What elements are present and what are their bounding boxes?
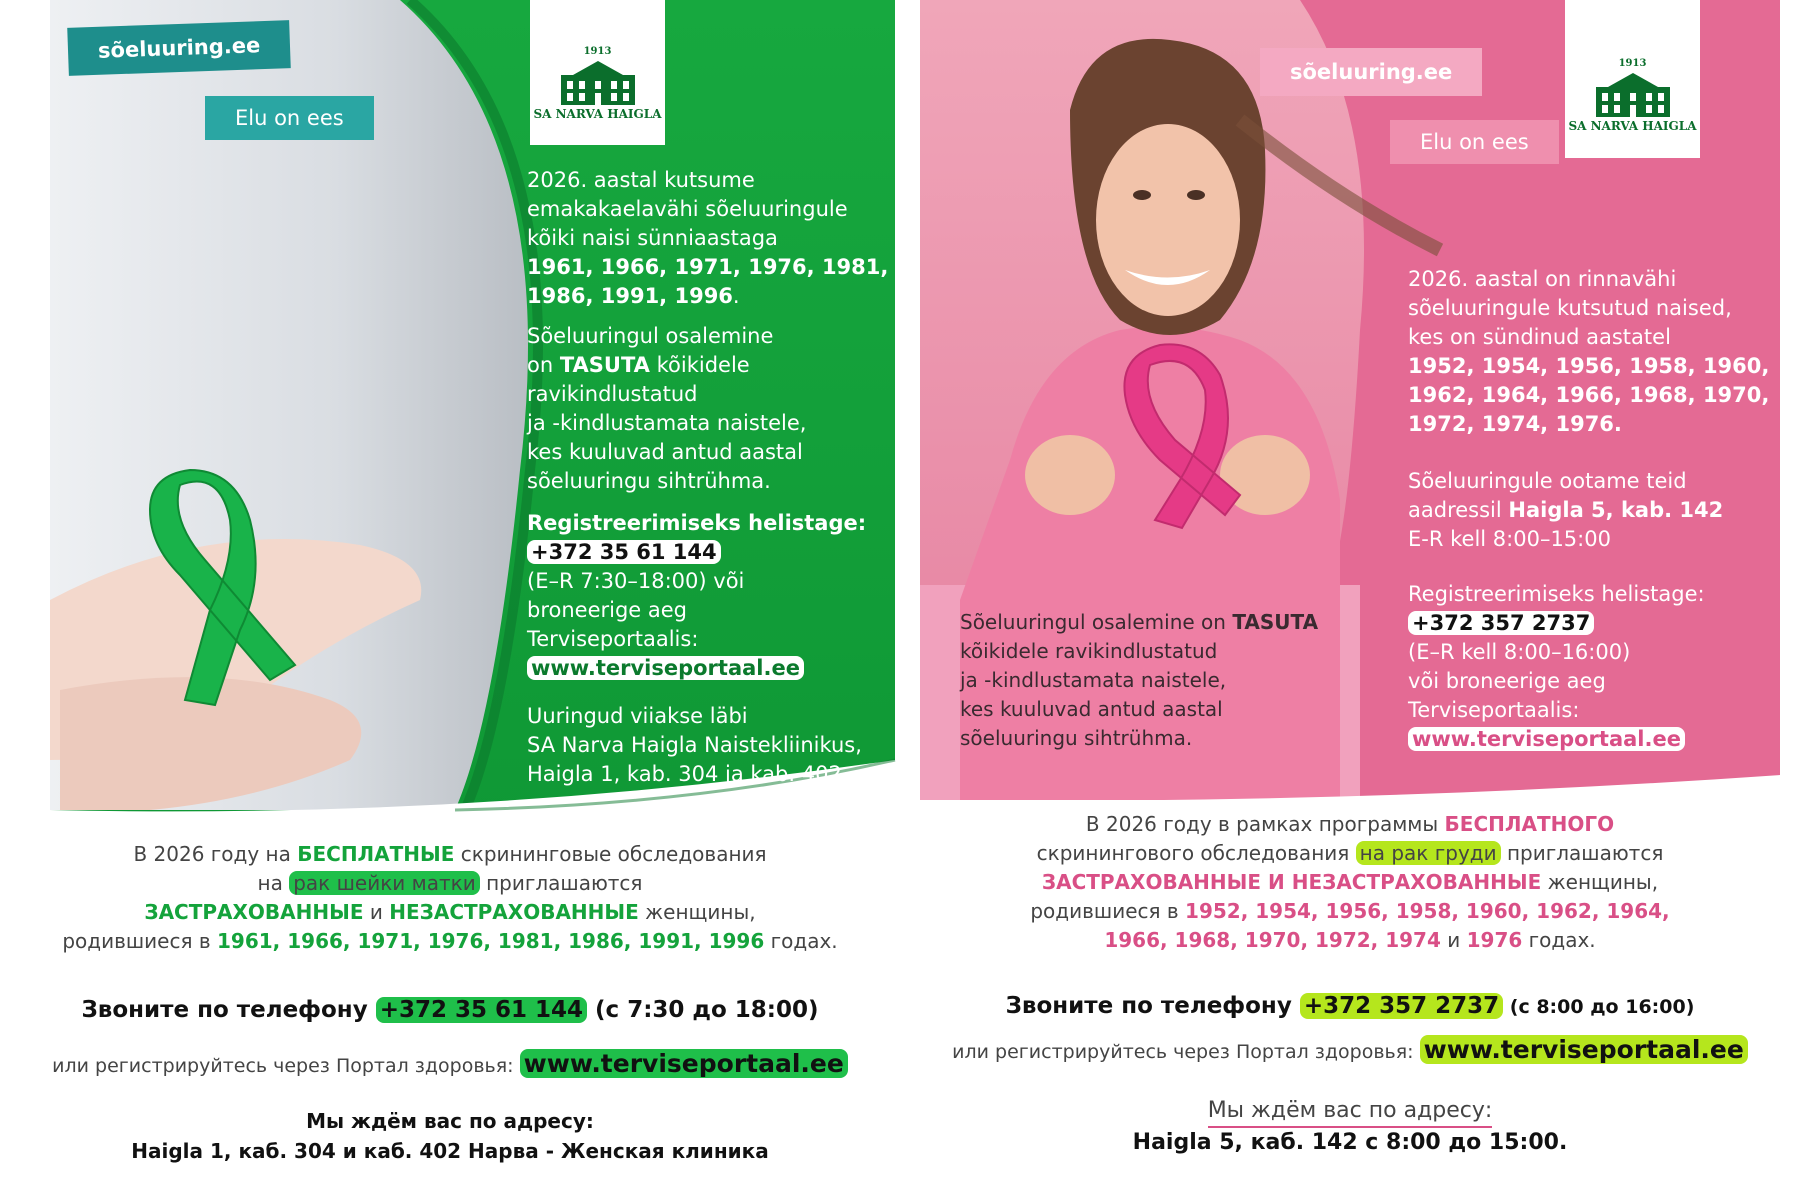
portal-text: или регистрируйтесь через Портал здоровья: (52, 1055, 520, 1077)
free-line: sõeluuringu sihtrühma. (527, 469, 771, 493)
portal-text: или регистрируйтесь через Портал здоровья: (952, 1041, 1420, 1063)
free-line: sõeluuringu sihtrühma. (960, 726, 1193, 750)
free-line: Sõeluuringul osalemine (527, 324, 774, 348)
place-line: Uuringud viiakse läbi (527, 704, 748, 728)
ru-line: годах. (1522, 928, 1596, 952)
registration-line: Terviseportaalis: (1408, 698, 1580, 722)
invite-years: 1952, 1954, 1956, 1958, 1960, (1408, 354, 1770, 378)
ru-highlight: рак шейки матки (289, 871, 480, 895)
free-block (527, 322, 806, 496)
free-block (960, 608, 1318, 753)
call-phone[interactable]: +372 35 61 144 (376, 997, 587, 1023)
free-line: ja -kindlustamata naistele, (960, 668, 1227, 692)
place-line: aadressil (1408, 498, 1509, 522)
registration-line: Terviseportaalis: (527, 627, 699, 651)
ru-line: скрининговые обследования (454, 842, 767, 866)
registration-line: või broneerige aeg (1408, 669, 1606, 693)
ru-line: приглашаются (479, 871, 643, 895)
address-line: Haigla 5, каб. 142 с 8:00 до 15:00. (1132, 1130, 1568, 1155)
logo-name: SA NARVA HAIGLA (1568, 119, 1697, 133)
ru-years: 1961, 1966, 1971, 1976, 1981, 1986, 1991, 1996 (217, 929, 765, 953)
portal-line (0, 1049, 900, 1078)
ru-emph: ЗАСТРАХОВАННЫЕ (144, 900, 364, 924)
portal-line (920, 1035, 1780, 1064)
ru-line: В 2026 году в рамках программы (1085, 812, 1445, 836)
ru-line: женщины, (1541, 870, 1659, 894)
invite-line: sõeluuringule kutsutud naised, (1408, 296, 1732, 320)
flyer-breast-screening (920, 0, 1800, 1181)
ru-emph: БЕСПЛАТНЫЕ (297, 842, 455, 866)
invite-block (527, 166, 888, 311)
ru-line: родившиеся в (1030, 899, 1186, 923)
site-badge[interactable]: sõeluuring.ee (1260, 48, 1482, 96)
face-shape (1096, 124, 1240, 316)
logo-year: 1913 (1618, 58, 1647, 69)
ru-years: 1952, 1954, 1956, 1958, 1960, 1962, 1964, (1185, 899, 1670, 923)
invite-line: kes on sündinud aastatel (1408, 325, 1671, 349)
narva-hospital-building-icon (553, 57, 643, 107)
ru-line: приглашаются (1500, 841, 1664, 865)
call-text: Звоните по телефону (1005, 993, 1300, 1019)
ru-years: 1966, 1968, 1970, 1972, 1974 (1104, 928, 1441, 952)
free-line: kes kuuluvad antud aastal (527, 440, 803, 464)
invite-line: 2026. aastal on rinnavähi (1408, 267, 1677, 291)
invite-line: emakakaelavähi sõeluuringule (527, 197, 848, 221)
free-line: ravikindlustatud (527, 382, 698, 406)
registration-line: (E–R 7:30–18:00) või (527, 569, 745, 593)
slogan-ribbon: Elu on ees (1390, 120, 1559, 164)
registration-title: Registreerimiseks helistage: (527, 511, 867, 535)
free-line: kõikidele (649, 353, 750, 377)
registration-web-link[interactable]: www.terviseportaal.ee (527, 656, 804, 680)
place-line: SA Narva Haigla Naistekliinikus, (527, 733, 862, 757)
russian-info-block (0, 840, 900, 956)
free-line: on (527, 353, 560, 377)
call-text: Звоните по телефону (81, 997, 376, 1023)
ru-line: В 2026 году на (133, 842, 298, 866)
free-line: kõikidele ravikindlustatud (960, 639, 1218, 663)
hospital-logo (1565, 0, 1700, 158)
call-hours: (с 8:00 до 16:00) (1503, 996, 1695, 1018)
call-hours: (с 7:30 до 18:00) (587, 997, 819, 1023)
place-line: Haigla 1, kab. 304 ja kab. 402 (527, 762, 842, 786)
ru-line: годах. (764, 929, 838, 953)
call-line (0, 997, 900, 1023)
invite-line: kõiki naisi sünniaastaga (527, 226, 778, 250)
registration-title: Registreerimiseks helistage: (1408, 582, 1705, 606)
ru-emph: БЕСПЛАТНОГО (1444, 812, 1615, 836)
ru-line: родившиеся в (62, 929, 218, 953)
address-line: Haigla 1, каб. 304 и каб. 402 Нарва - Женская клиника (131, 1139, 769, 1163)
slogan-ribbon: Elu on ees (205, 96, 374, 140)
address-block (920, 1095, 1780, 1158)
address-block (0, 1106, 900, 1166)
address-title: Мы ждём вас по адресу: (306, 1109, 594, 1133)
free-line: Sõeluuringul osalemine on (960, 610, 1233, 634)
ru-years: 1976 (1466, 928, 1523, 952)
hospital-logo (530, 0, 665, 145)
free-word: TASUTA (1232, 610, 1319, 634)
logo-name: SA NARVA HAIGLA (533, 107, 662, 121)
ru-line: и (363, 900, 390, 924)
place-line: Sõeluuringule ootame teid (1408, 469, 1687, 493)
narva-hospital-building-icon (1588, 69, 1678, 119)
free-word: TASUTA (559, 353, 650, 377)
place-block (1408, 467, 1723, 554)
ru-emph: НЕЗАСТРАХОВАННЫЕ (389, 900, 639, 924)
registration-block (527, 509, 866, 683)
invite-years: 1961, 1966, 1971, 1976, 1981, (527, 255, 889, 279)
ru-line: скринингового обследования (1036, 841, 1356, 865)
ru-line: и (1440, 928, 1467, 952)
portal-link[interactable]: www.terviseportaal.ee (1420, 1035, 1748, 1064)
invite-line-end: . (732, 284, 740, 308)
registration-block (1408, 580, 1705, 754)
logo-year: 1913 (583, 46, 612, 57)
invite-line: 2026. aastal kutsume (527, 168, 755, 192)
address-title: Мы ждём вас по адресу: (1208, 1096, 1493, 1128)
ru-line: женщины, (638, 900, 756, 924)
invite-years: 1972, 1974, 1976. (1408, 412, 1622, 436)
registration-line: (E–R kell 8:00–16:00) (1408, 640, 1631, 664)
registration-line: broneerige aeg (527, 598, 688, 622)
place-block (527, 702, 862, 789)
portal-link[interactable]: www.terviseportaal.ee (520, 1049, 848, 1078)
ru-highlight: на рак груди (1356, 841, 1501, 865)
place-address: Haigla 5, kab. 142 (1508, 498, 1724, 522)
site-badge[interactable]: sõeluuring.ee (67, 20, 291, 76)
registration-phone[interactable]: +372 357 2737 (1408, 611, 1594, 635)
invite-years: 1962, 1964, 1966, 1968, 1970, (1408, 383, 1770, 407)
free-line: kes kuuluvad antud aastal (960, 697, 1223, 721)
call-line (920, 993, 1780, 1019)
free-line: ja -kindlustamata naistele, (527, 411, 807, 435)
ru-emph: ЗАСТРАХОВАННЫЕ И НЕЗАСТРАХОВАННЫЕ (1041, 870, 1542, 894)
call-phone[interactable]: +372 357 2737 (1300, 993, 1503, 1019)
russian-info-block (920, 810, 1780, 955)
registration-web-link[interactable]: www.terviseportaal.ee (1408, 727, 1685, 751)
place-line: E-R kell 8:00–15:00 (1408, 527, 1611, 551)
ru-line: на (257, 871, 290, 895)
invite-years: 1986, 1991, 1996 (527, 284, 733, 308)
registration-phone[interactable]: +372 35 61 144 (527, 540, 721, 564)
invite-block (1408, 265, 1769, 439)
